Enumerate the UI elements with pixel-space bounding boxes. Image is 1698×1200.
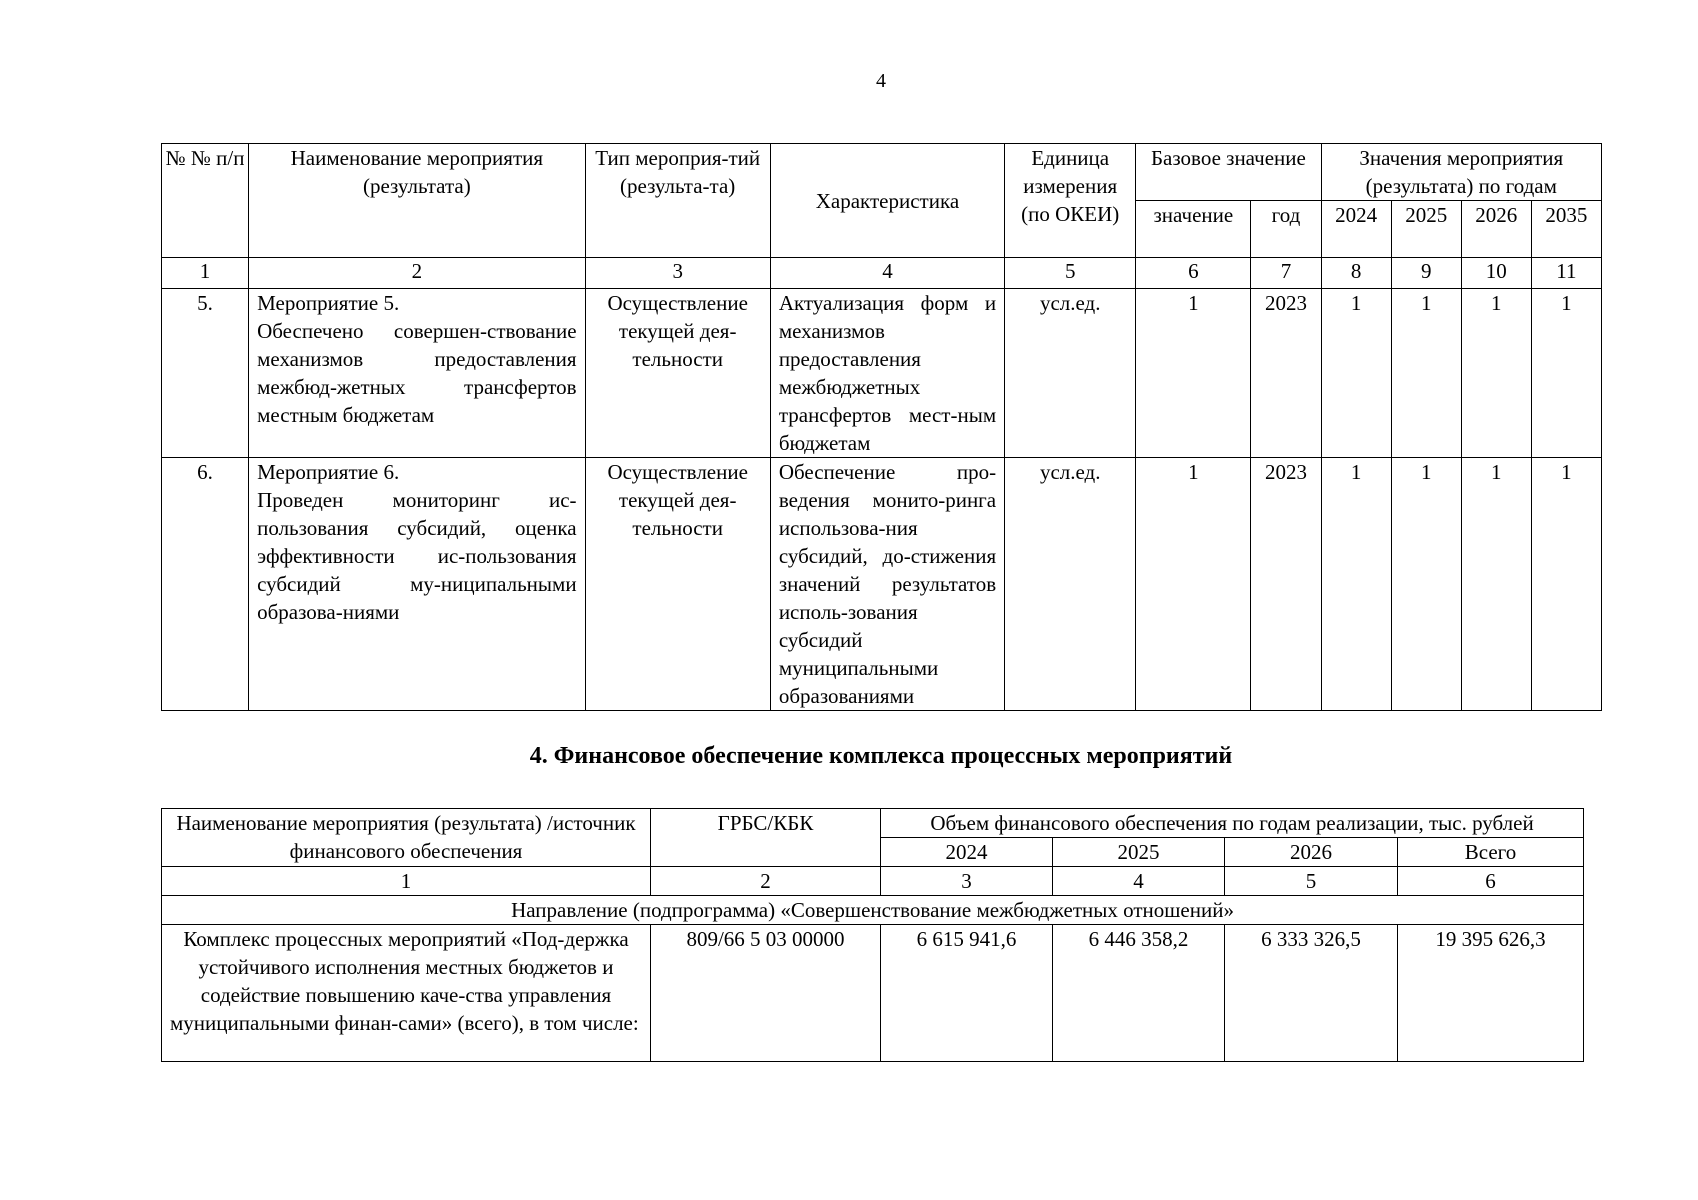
header-year-2025: 2025: [1391, 201, 1461, 258]
header-year-2024: 2024: [1321, 201, 1391, 258]
row-type: Осуществление текущей дея-тельности: [585, 289, 770, 458]
row-value-2024: 1: [1321, 458, 1391, 711]
header-year-2035: 2035: [1531, 201, 1601, 258]
column-number: 8: [1321, 258, 1391, 289]
header-base-value: значение: [1136, 201, 1251, 258]
row-type: Осуществление текущей дея-тельности: [585, 458, 770, 711]
row-name: Комплекс процессных мероприятий «Под-держка устойчивого исполнения местных бюджетов и содействие повышению каче-ства управления муниципальными финан-сами» (всего), в том числе:: [162, 925, 651, 1062]
column-number: 2: [249, 258, 585, 289]
row-value-2026: 1: [1461, 289, 1531, 458]
row-total: 19 395 626,3: [1398, 925, 1584, 1062]
column-number: 10: [1461, 258, 1531, 289]
row-value-2024: 1: [1321, 289, 1391, 458]
header-base: Базовое значение: [1136, 144, 1321, 201]
row-value-2035: 1: [1531, 289, 1601, 458]
column-number: 6: [1136, 258, 1251, 289]
column-number: 6: [1398, 867, 1584, 896]
row-base-value: 1: [1136, 289, 1251, 458]
header-name: Наименование мероприятия (результата) /источник финансового обеспечения: [162, 809, 651, 867]
column-number: 2: [651, 867, 881, 896]
row-name: [249, 458, 585, 711]
row-value-2025: 1: [1391, 458, 1461, 711]
table-row: [162, 289, 1602, 458]
row-num: 5.: [162, 289, 249, 458]
header-num: № № п/п: [162, 144, 249, 258]
row-name-title: Мероприятие 5.: [257, 291, 400, 315]
row-value-2025: 1: [1391, 289, 1461, 458]
column-number: 3: [881, 867, 1053, 896]
header-type: Тип мероприя-тий (результа-та): [585, 144, 770, 258]
header-total: Всего: [1398, 838, 1584, 867]
header-characteristic: Характеристика: [770, 144, 1004, 258]
row-grbs: 809/66 5 03 00000: [651, 925, 881, 1062]
column-number: 7: [1251, 258, 1321, 289]
row-base-year: 2023: [1251, 458, 1321, 711]
column-number: 4: [770, 258, 1004, 289]
column-number: 9: [1391, 258, 1461, 289]
section-heading: 4. Финансовое обеспечение комплекса процессных мероприятий: [529, 743, 1233, 769]
row-num: 6.: [162, 458, 249, 711]
column-number: 5: [1225, 867, 1398, 896]
header-grbs: ГРБС/КБК: [651, 809, 881, 867]
row-unit: усл.ед.: [1005, 458, 1136, 711]
column-number: 4: [1053, 867, 1225, 896]
header-values-by-year: Значения мероприятия (результата) по годам: [1321, 144, 1601, 201]
row-base-value: 1: [1136, 458, 1251, 711]
header-volume: Объем финансового обеспечения по годам реализации, тыс. рублей: [881, 809, 1584, 838]
column-number: 5: [1005, 258, 1136, 289]
header-base-year: год: [1251, 201, 1321, 258]
header-name: Наименование мероприятия (результата): [249, 144, 585, 258]
row-characteristic: Актуализация форм и механизмов предоставления межбюджетных трансфертов мест-ным бюджетам: [770, 289, 1004, 458]
column-number: 1: [162, 258, 249, 289]
column-number: 1: [162, 867, 651, 896]
row-name: [249, 289, 585, 458]
header-year-2026: 2026: [1225, 838, 1398, 867]
page-number: 4: [876, 70, 886, 92]
column-number: 11: [1531, 258, 1601, 289]
financing-table: [161, 808, 1584, 1062]
row-name-text: Обеспечено совершен-ствование механизмов предоставления межбюд-жетных трансфертов местным бюджетам: [257, 319, 577, 427]
header-year-2025: 2025: [1053, 838, 1225, 867]
table-row: [162, 458, 1602, 711]
header-unit: Единица измерения (по ОКЕИ): [1005, 144, 1136, 258]
row-value-2025: 6 446 358,2: [1053, 925, 1225, 1062]
row-characteristic: Обеспечение про-ведения монито-ринга использова-ния субсидий, до-стижения значений результатов исполь-зования субсидий муниципальными образованиями: [770, 458, 1004, 711]
direction-row: Направление (подпрограмма) «Совершенствование межбюджетных отношений»: [162, 896, 1584, 925]
row-name-title: Мероприятие 6.: [257, 460, 400, 484]
row-value-2024: 6 615 941,6: [881, 925, 1053, 1062]
row-name-text: Проведен мониторинг ис-пользования субсидий, оценка эффективности ис-пользования субсидий му-ниципальными образова-ниями: [257, 488, 577, 624]
row-value-2026: 6 333 326,5: [1225, 925, 1398, 1062]
row-value-2026: 1: [1461, 458, 1531, 711]
results-table: [161, 143, 1602, 711]
header-year-2026: 2026: [1461, 201, 1531, 258]
row-base-year: 2023: [1251, 289, 1321, 458]
row-unit: усл.ед.: [1005, 289, 1136, 458]
header-year-2024: 2024: [881, 838, 1053, 867]
table-row: [162, 925, 1584, 1062]
column-number: 3: [585, 258, 770, 289]
row-value-2035: 1: [1531, 458, 1601, 711]
